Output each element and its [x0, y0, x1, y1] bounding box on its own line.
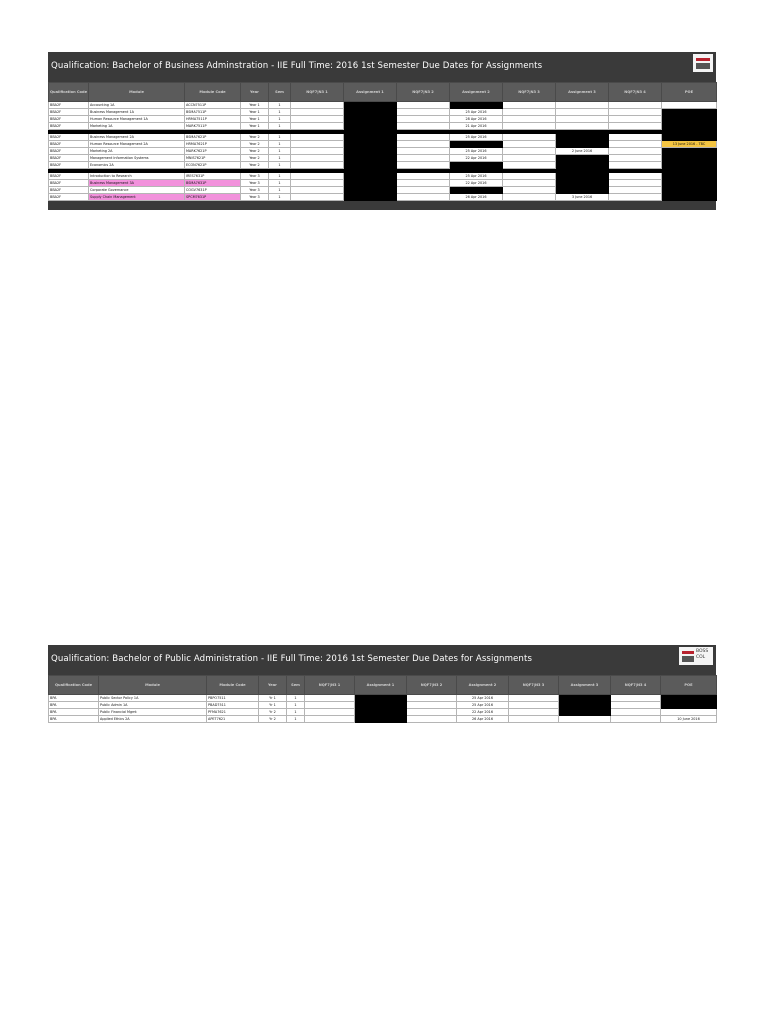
table-cell [662, 123, 717, 130]
column-header: Module [99, 676, 207, 695]
table-cell: Yr 1 [259, 695, 287, 702]
table-row [49, 716, 717, 723]
table-cell [291, 194, 344, 201]
table-cell [407, 709, 457, 716]
table-cell [291, 123, 344, 130]
table-cell: Year 1 [241, 116, 269, 123]
table-cell [509, 702, 559, 709]
table-cell: 25 Apr 2016 [450, 173, 503, 180]
table-cell [556, 134, 609, 141]
table-row [49, 134, 717, 141]
table-cell [344, 109, 397, 116]
table-cell [609, 102, 662, 109]
table-cell [305, 695, 355, 702]
table-cell [450, 187, 503, 194]
college-logo-icon [679, 647, 713, 665]
column-header: NQF7|N3 1 [305, 676, 355, 695]
table-cell: Management Information Systems [89, 155, 185, 162]
table-cell [662, 180, 717, 187]
table-cell [556, 109, 609, 116]
table-cell: BBA2F [49, 194, 89, 201]
table-cell [305, 716, 355, 723]
table-cell: HRMA7511P [185, 116, 241, 123]
table-row [49, 162, 717, 169]
table-cell [291, 109, 344, 116]
table-cell [344, 180, 397, 187]
table-cell: PBPO7511 [207, 695, 259, 702]
table-cell: Corporate Governance [89, 187, 185, 194]
table-cell: Yr 2 [259, 716, 287, 723]
table-cell [503, 123, 556, 130]
table-cell [503, 194, 556, 201]
table-cell [662, 155, 717, 162]
table-cell: BBA2F [49, 162, 89, 169]
table-row [49, 194, 717, 201]
table-cell: 26 Apr 2016 [450, 194, 503, 201]
table-cell [291, 173, 344, 180]
table-cell: Year 3 [241, 187, 269, 194]
table-cell: MARK7511P [185, 123, 241, 130]
sheet-title-bar [48, 52, 716, 82]
table-cell: Year 3 [241, 173, 269, 180]
table-cell: BBA2F [49, 148, 89, 155]
table-cell [291, 102, 344, 109]
table-cell [503, 102, 556, 109]
table-cell [609, 180, 662, 187]
table-cell [503, 180, 556, 187]
column-header: Module Code [207, 676, 259, 695]
table-cell [503, 109, 556, 116]
table-cell: Year 1 [241, 109, 269, 116]
table-cell [609, 194, 662, 201]
table-row [49, 180, 717, 187]
table-cell [509, 709, 559, 716]
table-cell: Year 3 [241, 180, 269, 187]
table-cell: COGV7631P [185, 187, 241, 194]
table-row [49, 148, 717, 155]
table-cell [291, 134, 344, 141]
table-cell [344, 102, 397, 109]
column-header: Module Code [185, 83, 241, 102]
column-header: POE [661, 676, 717, 695]
table-cell [503, 187, 556, 194]
table-cell [556, 162, 609, 169]
column-header: NQF7|N3 3 [509, 676, 559, 695]
table-cell: BBA2F [49, 134, 89, 141]
due-dates-table [48, 675, 717, 723]
table-cell [344, 148, 397, 155]
table-cell [609, 109, 662, 116]
table-cell: APET7621 [207, 716, 259, 723]
table-cell [355, 709, 407, 716]
table-cell [397, 134, 450, 141]
table-cell [556, 187, 609, 194]
table-cell [397, 173, 450, 180]
table-cell: BBA2F [49, 116, 89, 123]
bba-due-dates-sheet [48, 52, 716, 210]
table-cell [609, 123, 662, 130]
table-cell: BBA2F [49, 141, 89, 148]
table-cell [559, 695, 611, 702]
table-cell: 22 Apr 2016 [450, 155, 503, 162]
table-cell: Marketing 2A [89, 148, 185, 155]
table-cell [397, 187, 450, 194]
table-cell [397, 162, 450, 169]
college-logo-icon [693, 54, 713, 72]
table-cell [662, 187, 717, 194]
table-cell [662, 134, 717, 141]
table-cell: ECON7621P [185, 162, 241, 169]
table-cell [609, 155, 662, 162]
table-cell [450, 141, 503, 148]
table-cell: 26 Apr 2016 [457, 716, 509, 723]
table-cell: 1 [287, 709, 305, 716]
table-cell: 1 [269, 109, 291, 116]
table-cell: PBAD7511 [207, 702, 259, 709]
table-cell [344, 187, 397, 194]
column-header: NQF7|N3 2 [397, 83, 450, 102]
column-header: NQF7|N3 2 [407, 676, 457, 695]
column-header: Qualification Code [49, 83, 89, 102]
table-cell [662, 102, 717, 109]
table-cell [291, 162, 344, 169]
table-cell [611, 709, 661, 716]
table-cell: BBA2F [49, 109, 89, 116]
sheet-title: Qualification: Bachelor of Public Administration - IIE Full Time: 2016 1st Semester Due Dates for Assignments [51, 654, 533, 664]
table-cell [291, 180, 344, 187]
table-row [49, 102, 717, 109]
table-cell: 1 [269, 173, 291, 180]
table-cell: Introduction to Research [89, 173, 185, 180]
table-cell [556, 180, 609, 187]
table-cell [407, 716, 457, 723]
table-cell [344, 123, 397, 130]
table-cell: 25 Apr 2016 [457, 702, 509, 709]
table-cell [503, 162, 556, 169]
table-cell: Marketing 1A [89, 123, 185, 130]
table-cell [355, 702, 407, 709]
table-cell: Public Financial Mgmt [99, 709, 207, 716]
table-cell [611, 716, 661, 723]
table-cell: 21 Apr 2016 [450, 123, 503, 130]
table-cell [291, 155, 344, 162]
table-cell: 1 [269, 187, 291, 194]
column-header: Assignment 1 [355, 676, 407, 695]
table-cell [305, 702, 355, 709]
table-cell [397, 109, 450, 116]
table-cell: Public Sector Policy 1A [99, 695, 207, 702]
table-cell: ACCN7511P [185, 102, 241, 109]
table-cell: 1 [269, 162, 291, 169]
table-cell: 2 June 2016 [556, 148, 609, 155]
column-header: Year [259, 676, 287, 695]
table-cell [503, 155, 556, 162]
table-cell: 25 Apr 2016 [450, 109, 503, 116]
column-header: NQF7|N3 3 [503, 83, 556, 102]
table-cell [559, 716, 611, 723]
table-row [49, 123, 717, 130]
table-cell [662, 162, 717, 169]
table-cell: 1 [269, 180, 291, 187]
table-cell: 25 Apr 2016 [450, 148, 503, 155]
table-cell: Business Management 2A [89, 134, 185, 141]
table-cell [355, 716, 407, 723]
table-cell: 1 [269, 148, 291, 155]
table-cell: 13 June 2016 - TBC [662, 141, 717, 148]
table-cell: Year 3 [241, 194, 269, 201]
table-cell: Business Management 1A [89, 109, 185, 116]
table-cell: 28 Apr 2016 [450, 116, 503, 123]
table-cell: IRES7631P [185, 173, 241, 180]
column-header: Sem [269, 83, 291, 102]
table-cell [609, 116, 662, 123]
table-cell [509, 695, 559, 702]
column-header: Year [241, 83, 269, 102]
column-header: NQF7|N3 1 [291, 83, 344, 102]
table-cell [344, 155, 397, 162]
table-cell [344, 162, 397, 169]
table-cell [609, 187, 662, 194]
table-cell: 1 [287, 695, 305, 702]
table-cell: BPA [49, 709, 99, 716]
table-cell: MARK7621P [185, 148, 241, 155]
table-cell [556, 116, 609, 123]
table-cell: Year 2 [241, 134, 269, 141]
table-cell: BPA [49, 695, 99, 702]
table-cell: Year 2 [241, 162, 269, 169]
table-cell [556, 123, 609, 130]
table-cell [344, 141, 397, 148]
table-cell: Year 2 [241, 155, 269, 162]
table-cell: HRMA7621P [185, 141, 241, 148]
table-cell [662, 148, 717, 155]
column-header: Qualification Code [49, 676, 99, 695]
table-cell: 10 June 2016 [661, 716, 717, 723]
table-cell: PFMA7621 [207, 709, 259, 716]
table-cell [611, 702, 661, 709]
table-cell [556, 141, 609, 148]
column-header: Assignment 2 [457, 676, 509, 695]
table-cell: BBA2F [49, 173, 89, 180]
table-row [49, 695, 717, 702]
table-row [49, 109, 717, 116]
column-header: Assignment 2 [450, 83, 503, 102]
table-cell: Year 2 [241, 148, 269, 155]
column-header: Assignment 3 [559, 676, 611, 695]
table-cell: 22 Apr 2016 [457, 709, 509, 716]
table-cell: 3 June 2016 [556, 194, 609, 201]
table-cell [609, 148, 662, 155]
table-cell: BBA2F [49, 180, 89, 187]
table-cell [662, 194, 717, 201]
table-cell: 25 Apr 2016 [457, 695, 509, 702]
table-cell [609, 173, 662, 180]
table-cell [291, 141, 344, 148]
table-cell [609, 162, 662, 169]
table-cell: BSMA7621P [185, 134, 241, 141]
table-cell: BSMA7631P [185, 180, 241, 187]
table-cell [503, 173, 556, 180]
table-cell: 1 [269, 155, 291, 162]
column-header: Sem [287, 676, 305, 695]
table-cell [559, 709, 611, 716]
table-cell [661, 709, 717, 716]
table-cell [662, 109, 717, 116]
table-cell [397, 123, 450, 130]
table-cell [611, 695, 661, 702]
table-cell [509, 716, 559, 723]
table-cell: BPA [49, 702, 99, 709]
table-cell: Public Admin 1A [99, 702, 207, 709]
table-cell: Applied Ethics 2A [99, 716, 207, 723]
table-cell: 1 [269, 123, 291, 130]
table-row [49, 173, 717, 180]
table-cell: 1 [287, 702, 305, 709]
table-cell: BPA [49, 716, 99, 723]
table-cell [661, 702, 717, 709]
table-cell [503, 141, 556, 148]
table-cell: Year 2 [241, 141, 269, 148]
table-cell [503, 134, 556, 141]
table-cell [556, 173, 609, 180]
table-cell: Economics 2A [89, 162, 185, 169]
table-cell: 1 [269, 141, 291, 148]
table-cell [556, 155, 609, 162]
table-cell: Human Resource Management 2A [89, 141, 185, 148]
table-cell: Year 1 [241, 123, 269, 130]
table-cell: Human Resource Management 1A [89, 116, 185, 123]
table-cell: Yr 1 [259, 702, 287, 709]
table-cell [450, 102, 503, 109]
column-header: POE [662, 83, 717, 102]
table-cell: Yr 2 [259, 709, 287, 716]
table-cell [291, 116, 344, 123]
table-row [49, 187, 717, 194]
table-cell: BBA2F [49, 187, 89, 194]
table-cell [344, 173, 397, 180]
table-cell: BBA2F [49, 155, 89, 162]
table-row [49, 155, 717, 162]
table-cell: BSMA7511P [185, 109, 241, 116]
table-cell: 1 [269, 194, 291, 201]
table-cell [344, 116, 397, 123]
bpa-due-dates-sheet [48, 645, 716, 721]
table-cell: Business Management 3A [89, 180, 185, 187]
table-cell [355, 695, 407, 702]
table-cell [503, 116, 556, 123]
column-header: NQF7|N3 4 [611, 676, 661, 695]
column-header: Assignment 1 [344, 83, 397, 102]
table-cell: 1 [287, 716, 305, 723]
logo-text: BOSS COL [696, 649, 709, 660]
table-cell: BBA2F [49, 123, 89, 130]
table-cell [291, 187, 344, 194]
due-dates-table [48, 82, 717, 201]
table-cell [661, 695, 717, 702]
table-cell: 1 [269, 102, 291, 109]
table-cell [503, 148, 556, 155]
table-cell [662, 173, 717, 180]
table-cell: 1 [269, 116, 291, 123]
table-cell: 22 Apr 2016 [450, 180, 503, 187]
table-cell [397, 116, 450, 123]
table-cell: SPCM7631P [185, 194, 241, 201]
table-cell [397, 148, 450, 155]
table-cell [450, 162, 503, 169]
table-cell [609, 134, 662, 141]
table-row [49, 141, 717, 148]
table-cell: MNIS7621P [185, 155, 241, 162]
table-cell [397, 180, 450, 187]
table-cell: Accounting 1A [89, 102, 185, 109]
table-row [49, 702, 717, 709]
table-cell [397, 194, 450, 201]
table-cell [397, 141, 450, 148]
table-cell [397, 102, 450, 109]
column-header: NQF7|N3 4 [609, 83, 662, 102]
sheet-title: Qualification: Bachelor of Business Adminstration - IIE Full Time: 2016 1st Semester Due Dates for Assignments [51, 61, 543, 71]
column-header: Assignment 3 [556, 83, 609, 102]
table-cell [407, 702, 457, 709]
table-cell: 1 [269, 134, 291, 141]
table-cell: 25 Apr 2016 [450, 134, 503, 141]
column-header: Module [89, 83, 185, 102]
sheet-title-bar [48, 645, 716, 675]
table-cell [559, 702, 611, 709]
table-cell [305, 709, 355, 716]
table-cell [397, 155, 450, 162]
table-row [49, 116, 717, 123]
table-cell [662, 116, 717, 123]
table-cell [344, 194, 397, 201]
table-cell: Supply Chain Management [89, 194, 185, 201]
table-cell: Year 1 [241, 102, 269, 109]
table-row [49, 709, 717, 716]
table-cell: BBA2F [49, 102, 89, 109]
table-cell [291, 148, 344, 155]
table-cell [609, 141, 662, 148]
table-cell [407, 695, 457, 702]
table-cell [344, 134, 397, 141]
table-cell [556, 102, 609, 109]
